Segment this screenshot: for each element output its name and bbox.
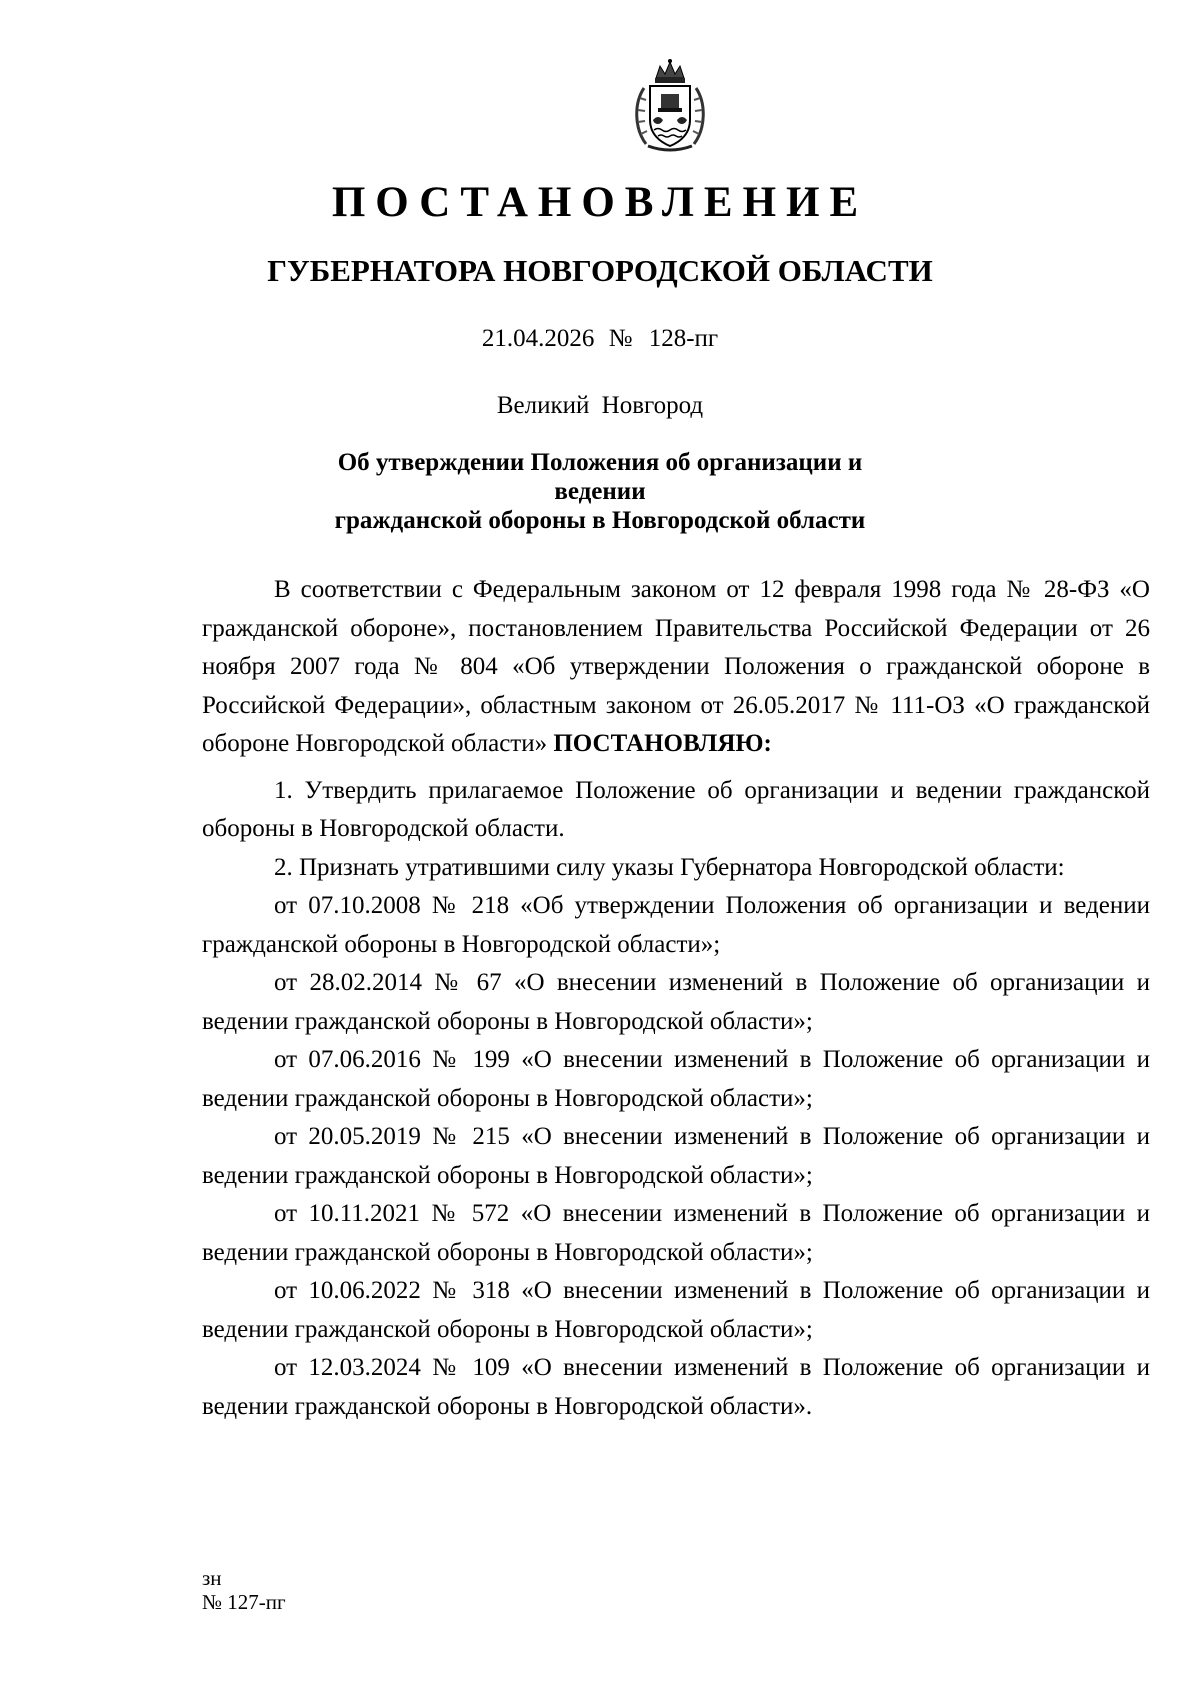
document-date: 21.04.2026 <box>481 325 595 352</box>
repealed-decree: от 20.05.2019 № 215 «О внесении изменений в Положение об организации и ведении гражданской обороны в Новгородской области»; <box>202 1123 1150 1189</box>
document-subject <box>300 448 900 535</box>
repealed-decree: от 10.06.2022 № 318 «О внесении изменений в Положение об организации и ведении гражданской обороны в Новгородской области»; <box>202 1277 1150 1343</box>
repealed-decree: от 10.11.2021 № 572 «О внесении изменений в Положение об организации и ведении гражданской обороны в Новгородской области»; <box>202 1200 1150 1266</box>
subject-line-2: гражданской обороны в Новгородской области <box>334 507 866 534</box>
preamble-paragraph <box>202 571 1150 764</box>
repealed-decree: от 07.10.2008 № 218 «Об утверждении Положения об организации и ведении гражданской обороны в Новгородской области»; <box>202 892 1150 958</box>
subject-line-1: Об утверждении Положения об организации и ведении <box>337 449 863 505</box>
document-body <box>202 571 1150 1426</box>
decree-word: ПОСТАНОВЛЯЮ: <box>553 730 772 757</box>
document-date-number <box>0 323 1200 355</box>
preamble-text: В соответствии с Федеральным законом от 12 февраля 1998 года № 28-ФЗ «О гражданской обороне», постановлением Правительства Российской Федерации от 26 ноября 2007 года № 804 «Об утверждении Положения о гражданской обороне в Российской Федерации», областным законом от 26.05.2017 № 111-ОЗ «О гражданской обороне Новгородской области» <box>202 576 1150 757</box>
item-1-paragraph: 1. Утвердить прилагаемое Положение об организации и ведении гражданской обороны в Новгородской области. <box>202 776 1150 842</box>
document-footnote <box>202 1566 286 1614</box>
document-title: ПОСТАНОВЛЕНИЕ <box>331 179 869 226</box>
document-place: Великий Новгород <box>496 392 704 419</box>
document-issuer: ГУБЕРНАТОРА НОВГОРОДСКОЙ ОБЛАСТИ <box>267 253 933 288</box>
executor-initials: зн <box>202 1566 222 1590</box>
item-2-paragraph: 2. Признать утратившими силу указы Губернатора Новгородской области: <box>274 853 1065 881</box>
reference-number: № 127-пг <box>202 1590 286 1614</box>
repealed-decree: от 07.06.2016 № 199 «О внесении изменений в Положение об организации и ведении гражданской обороны в Новгородской области»; <box>202 1046 1150 1112</box>
repealed-decree: от 12.03.2024 № 109 «О внесении изменений в Положение об организации и ведении гражданской обороны в Новгородской области». <box>202 1354 1150 1420</box>
number-sign: № <box>608 325 633 352</box>
repealed-decree: от 28.02.2014 № 67 «О внесении изменений в Положение об организации и ведении гражданской обороны в Новгородской области»; <box>202 969 1150 1035</box>
document-number: 128-пг <box>648 325 719 352</box>
novgorod-coat-of-arms-icon <box>630 58 710 154</box>
